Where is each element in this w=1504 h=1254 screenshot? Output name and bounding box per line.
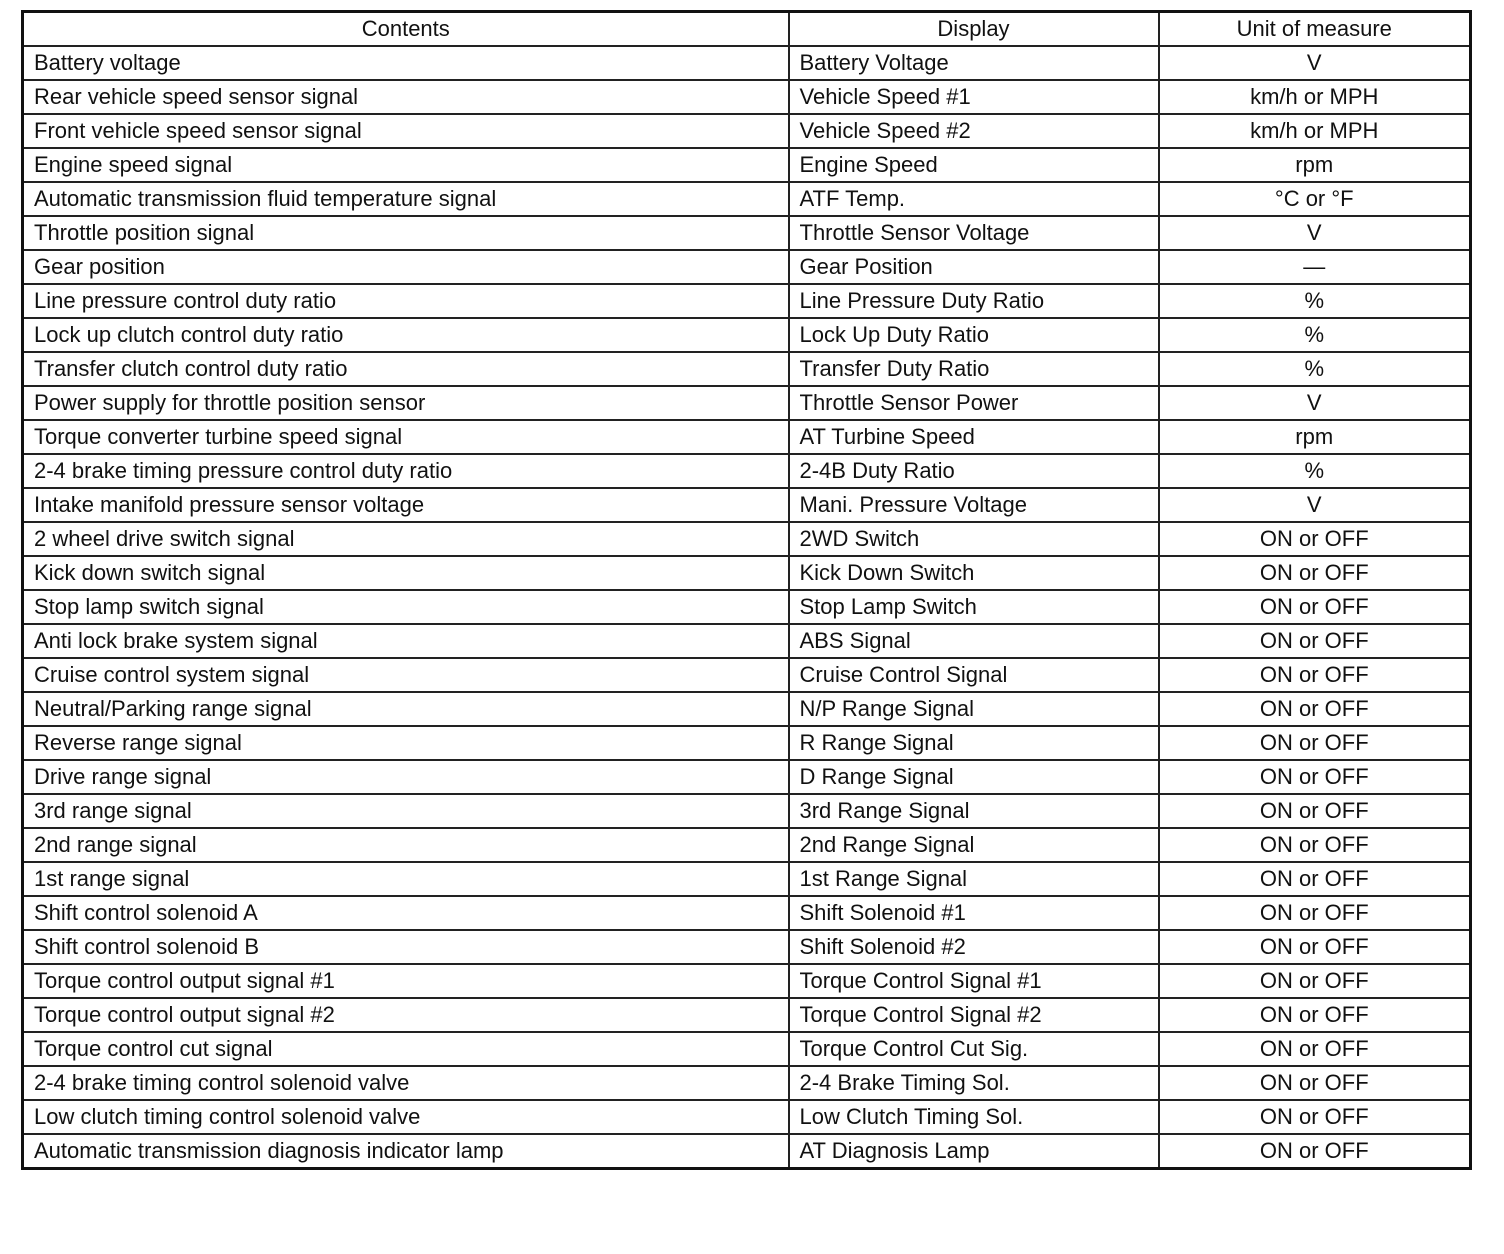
cell-unit: V — [1159, 216, 1471, 250]
cell-display: 2-4 Brake Timing Sol. — [789, 1066, 1159, 1100]
cell-display: Throttle Sensor Voltage — [789, 216, 1159, 250]
cell-contents: Transfer clutch control duty ratio — [23, 352, 789, 386]
table-header-row — [23, 12, 1471, 47]
cell-display: Kick Down Switch — [789, 556, 1159, 590]
header-contents: Contents — [23, 12, 789, 47]
cell-contents: Power supply for throttle position sensor — [23, 386, 789, 420]
table-row — [23, 284, 1471, 318]
cell-unit: ON or OFF — [1159, 828, 1471, 862]
cell-display: Stop Lamp Switch — [789, 590, 1159, 624]
cell-unit: ON or OFF — [1159, 964, 1471, 998]
cell-contents: Intake manifold pressure sensor voltage — [23, 488, 789, 522]
cell-contents: Shift control solenoid A — [23, 896, 789, 930]
table-row — [23, 726, 1471, 760]
cell-unit: °C or °F — [1159, 182, 1471, 216]
cell-display: Vehicle Speed #1 — [789, 80, 1159, 114]
cell-contents: Anti lock brake system signal — [23, 624, 789, 658]
table-row — [23, 760, 1471, 794]
cell-contents: Throttle position signal — [23, 216, 789, 250]
table-row — [23, 964, 1471, 998]
cell-display: 2nd Range Signal — [789, 828, 1159, 862]
cell-contents: Front vehicle speed sensor signal — [23, 114, 789, 148]
table-row — [23, 46, 1471, 80]
cell-display: D Range Signal — [789, 760, 1159, 794]
cell-display: 3rd Range Signal — [789, 794, 1159, 828]
table-row — [23, 590, 1471, 624]
table-body — [23, 46, 1471, 1169]
table-row — [23, 454, 1471, 488]
cell-display: ABS Signal — [789, 624, 1159, 658]
cell-contents: Lock up clutch control duty ratio — [23, 318, 789, 352]
cell-display: AT Diagnosis Lamp — [789, 1134, 1159, 1169]
cell-unit: km/h or MPH — [1159, 114, 1471, 148]
cell-contents: Low clutch timing control solenoid valve — [23, 1100, 789, 1134]
cell-unit: % — [1159, 284, 1471, 318]
cell-contents: Reverse range signal — [23, 726, 789, 760]
table-row — [23, 488, 1471, 522]
cell-unit: % — [1159, 454, 1471, 488]
table-row — [23, 828, 1471, 862]
table-row — [23, 1066, 1471, 1100]
cell-contents: Automatic transmission fluid temperature signal — [23, 182, 789, 216]
cell-display: Shift Solenoid #1 — [789, 896, 1159, 930]
cell-unit: ON or OFF — [1159, 760, 1471, 794]
table-row — [23, 352, 1471, 386]
table-row — [23, 318, 1471, 352]
cell-unit: V — [1159, 386, 1471, 420]
table-row — [23, 250, 1471, 284]
data-table-container — [21, 10, 1469, 1170]
table-row — [23, 148, 1471, 182]
cell-unit: ON or OFF — [1159, 556, 1471, 590]
cell-contents: Shift control solenoid B — [23, 930, 789, 964]
cell-unit: ON or OFF — [1159, 794, 1471, 828]
cell-contents: 2-4 brake timing pressure control duty ratio — [23, 454, 789, 488]
cell-display: Torque Control Cut Sig. — [789, 1032, 1159, 1066]
cell-display: 1st Range Signal — [789, 862, 1159, 896]
cell-display: Torque Control Signal #1 — [789, 964, 1159, 998]
cell-unit: km/h or MPH — [1159, 80, 1471, 114]
cell-display: Torque Control Signal #2 — [789, 998, 1159, 1032]
cell-contents: Cruise control system signal — [23, 658, 789, 692]
cell-unit: ON or OFF — [1159, 930, 1471, 964]
cell-unit: ON or OFF — [1159, 590, 1471, 624]
monitor-items-table — [21, 10, 1472, 1170]
cell-unit: % — [1159, 352, 1471, 386]
cell-unit: ON or OFF — [1159, 726, 1471, 760]
cell-display: Engine Speed — [789, 148, 1159, 182]
cell-display: Transfer Duty Ratio — [789, 352, 1159, 386]
cell-display: 2WD Switch — [789, 522, 1159, 556]
table-row — [23, 1134, 1471, 1169]
cell-unit: ON or OFF — [1159, 1134, 1471, 1169]
table-row — [23, 216, 1471, 250]
cell-display: Vehicle Speed #2 — [789, 114, 1159, 148]
cell-unit: ON or OFF — [1159, 998, 1471, 1032]
header-display: Display — [789, 12, 1159, 47]
table-row — [23, 930, 1471, 964]
cell-contents: 1st range signal — [23, 862, 789, 896]
cell-contents: Drive range signal — [23, 760, 789, 794]
cell-display: Throttle Sensor Power — [789, 386, 1159, 420]
cell-display: Gear Position — [789, 250, 1159, 284]
cell-contents: 3rd range signal — [23, 794, 789, 828]
cell-unit: ON or OFF — [1159, 862, 1471, 896]
table-row — [23, 182, 1471, 216]
cell-display: Low Clutch Timing Sol. — [789, 1100, 1159, 1134]
cell-unit: rpm — [1159, 420, 1471, 454]
cell-unit: ON or OFF — [1159, 1066, 1471, 1100]
cell-contents: Rear vehicle speed sensor signal — [23, 80, 789, 114]
cell-contents: Torque converter turbine speed signal — [23, 420, 789, 454]
cell-contents: Kick down switch signal — [23, 556, 789, 590]
cell-unit: — — [1159, 250, 1471, 284]
cell-display: N/P Range Signal — [789, 692, 1159, 726]
cell-unit: rpm — [1159, 148, 1471, 182]
cell-contents: 2 wheel drive switch signal — [23, 522, 789, 556]
table-row — [23, 386, 1471, 420]
table-row — [23, 692, 1471, 726]
cell-display: Mani. Pressure Voltage — [789, 488, 1159, 522]
cell-contents: Neutral/Parking range signal — [23, 692, 789, 726]
table-row — [23, 114, 1471, 148]
cell-display: R Range Signal — [789, 726, 1159, 760]
cell-contents: 2-4 brake timing control solenoid valve — [23, 1066, 789, 1100]
cell-contents: Line pressure control duty ratio — [23, 284, 789, 318]
table-row — [23, 658, 1471, 692]
cell-unit: ON or OFF — [1159, 1100, 1471, 1134]
cell-contents: Torque control output signal #2 — [23, 998, 789, 1032]
table-row — [23, 998, 1471, 1032]
table-row — [23, 556, 1471, 590]
table-row — [23, 896, 1471, 930]
cell-unit: ON or OFF — [1159, 896, 1471, 930]
table-row — [23, 862, 1471, 896]
table-row — [23, 420, 1471, 454]
cell-unit: ON or OFF — [1159, 692, 1471, 726]
cell-contents: 2nd range signal — [23, 828, 789, 862]
cell-display: ATF Temp. — [789, 182, 1159, 216]
cell-contents: Torque control output signal #1 — [23, 964, 789, 998]
table-row — [23, 80, 1471, 114]
cell-unit: ON or OFF — [1159, 624, 1471, 658]
cell-unit: ON or OFF — [1159, 522, 1471, 556]
cell-display: AT Turbine Speed — [789, 420, 1159, 454]
cell-contents: Engine speed signal — [23, 148, 789, 182]
cell-display: Shift Solenoid #2 — [789, 930, 1159, 964]
cell-unit: ON or OFF — [1159, 658, 1471, 692]
cell-display: Line Pressure Duty Ratio — [789, 284, 1159, 318]
cell-unit: ON or OFF — [1159, 1032, 1471, 1066]
cell-unit: % — [1159, 318, 1471, 352]
table-row — [23, 624, 1471, 658]
cell-display: Lock Up Duty Ratio — [789, 318, 1159, 352]
cell-contents: Stop lamp switch signal — [23, 590, 789, 624]
table-row — [23, 1100, 1471, 1134]
cell-unit: V — [1159, 46, 1471, 80]
cell-display: Cruise Control Signal — [789, 658, 1159, 692]
table-row — [23, 1032, 1471, 1066]
cell-display: Battery Voltage — [789, 46, 1159, 80]
cell-contents: Gear position — [23, 250, 789, 284]
cell-unit: V — [1159, 488, 1471, 522]
table-row — [23, 522, 1471, 556]
cell-contents: Automatic transmission diagnosis indicator lamp — [23, 1134, 789, 1169]
cell-contents: Battery voltage — [23, 46, 789, 80]
cell-display: 2-4B Duty Ratio — [789, 454, 1159, 488]
header-unit: Unit of measure — [1159, 12, 1471, 47]
cell-contents: Torque control cut signal — [23, 1032, 789, 1066]
table-row — [23, 794, 1471, 828]
